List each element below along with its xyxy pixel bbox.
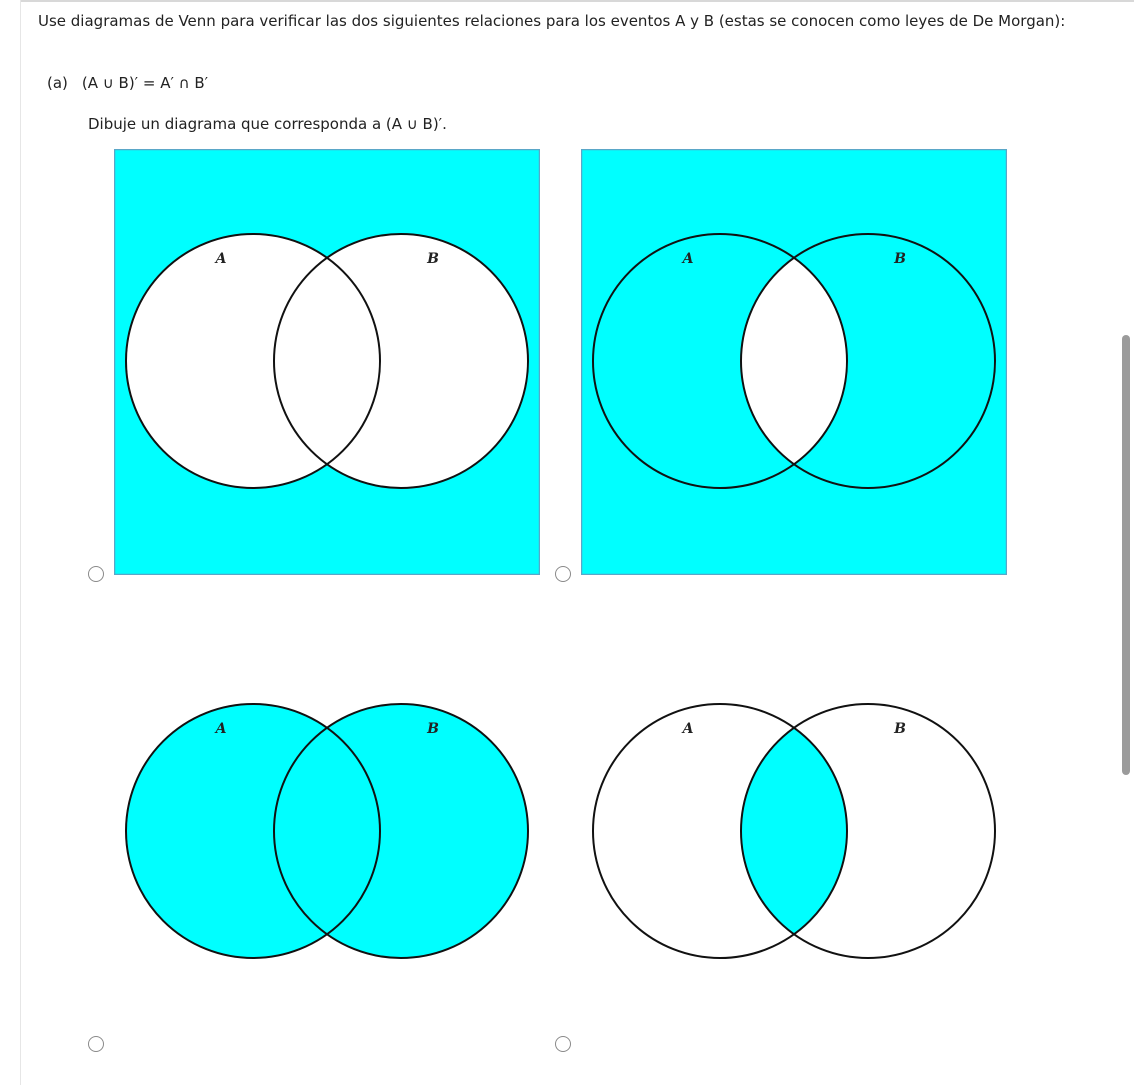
scrollbar-thumb[interactable] [1122, 335, 1130, 775]
left-divider [20, 0, 21, 1085]
option-1-radio[interactable] [88, 566, 104, 582]
label-a: A [682, 251, 694, 267]
option-4-radio[interactable] [555, 1036, 571, 1052]
part-a-equation: (A ∪ B)′ = A′ ∩ B′ [81, 74, 209, 92]
venn-option-2 [581, 149, 1007, 575]
scrollbar[interactable] [1116, 0, 1134, 1085]
label-a: A [215, 251, 227, 267]
label-b: B [427, 251, 439, 267]
region-b-only [741, 234, 995, 488]
instruction-text: Dibuje un diagrama que corresponda a (A ∪ B)′. [88, 115, 447, 133]
label-a: A [215, 721, 227, 737]
option-3-radio[interactable] [88, 1036, 104, 1052]
venn-option-1 [114, 149, 540, 575]
venn-option-4 [581, 619, 1007, 1045]
venn-option-3 [114, 619, 540, 1045]
top-divider [20, 0, 1134, 2]
option-2-radio[interactable] [555, 566, 571, 582]
label-a: A [682, 721, 694, 737]
label-b: B [427, 721, 439, 737]
label-b: B [894, 251, 906, 267]
part-a-label: (a) [47, 74, 68, 92]
label-b: B [894, 721, 906, 737]
part-a-header [47, 72, 208, 94]
question-text: Use diagramas de Venn para verificar las dos siguientes relaciones para los eventos A y B (estas se conocen como leyes de De Morgan): [38, 12, 1066, 30]
